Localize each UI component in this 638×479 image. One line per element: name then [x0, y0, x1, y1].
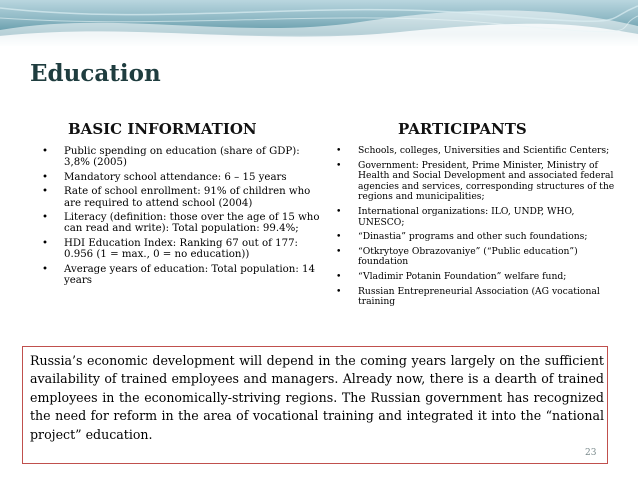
basic-info-list	[40, 146, 320, 289]
list-item: • Rate of school enrollment: 91% of children who are required to attend school (2004)	[40, 186, 320, 209]
list-item: • Government: President, Prime Minister, Ministry of Health and Social Development and associated federal agencies and services, corresponding structures of the regions and municipalities;	[334, 161, 618, 203]
basic-info-heading: BASIC INFORMATION	[68, 120, 257, 138]
slide-title: Education	[30, 60, 161, 87]
list-item: • “Dinastia” programs and other such foundations;	[334, 232, 618, 243]
list-item: • Schools, colleges, Universities and Scientific Centers;	[334, 146, 618, 157]
list-item: • Average years of education: Total population: 14 years	[40, 264, 320, 287]
list-item: • HDI Education Index: Ranking 67 out of 177: 0.956 (1 = max., 0 = no education))	[40, 238, 320, 261]
participants-heading: PARTICIPANTS	[398, 120, 527, 138]
list-item: • International organizations: ILO, UNDP, WHO, UNESCO;	[334, 207, 618, 228]
participants-list	[334, 146, 618, 312]
list-item: • Literacy (definition: those over the age of 15 who can read and write): Total population: 99.4%;	[40, 212, 320, 235]
list-item: • Mandatory school attendance: 6 – 15 years	[40, 172, 320, 183]
header-banner	[0, 0, 638, 46]
list-item: • “Vladimir Potanin Foundation” welfare fund;	[334, 272, 618, 283]
page-number: 23	[585, 448, 597, 458]
list-item: • “Otkrytoye Obrazovaniye” (“Public education”) foundation	[334, 247, 618, 268]
summary-text: Russia’s economic development will depend in the coming years largely on the sufficient availability of trained employees and managers. Already now, there is a dearth of trained employees in the economically-striving regions. The Russian government has recognized the need for reform in the area of vocational training and integrated it into the “national project” education.	[30, 353, 604, 442]
banner-wave-graphic	[0, 0, 638, 46]
list-item: • Public spending on education (share of GDP): 3,8% (2005)	[40, 146, 320, 169]
list-item: • Russian Entrepreneurial Association (AG vocational training	[334, 287, 618, 308]
